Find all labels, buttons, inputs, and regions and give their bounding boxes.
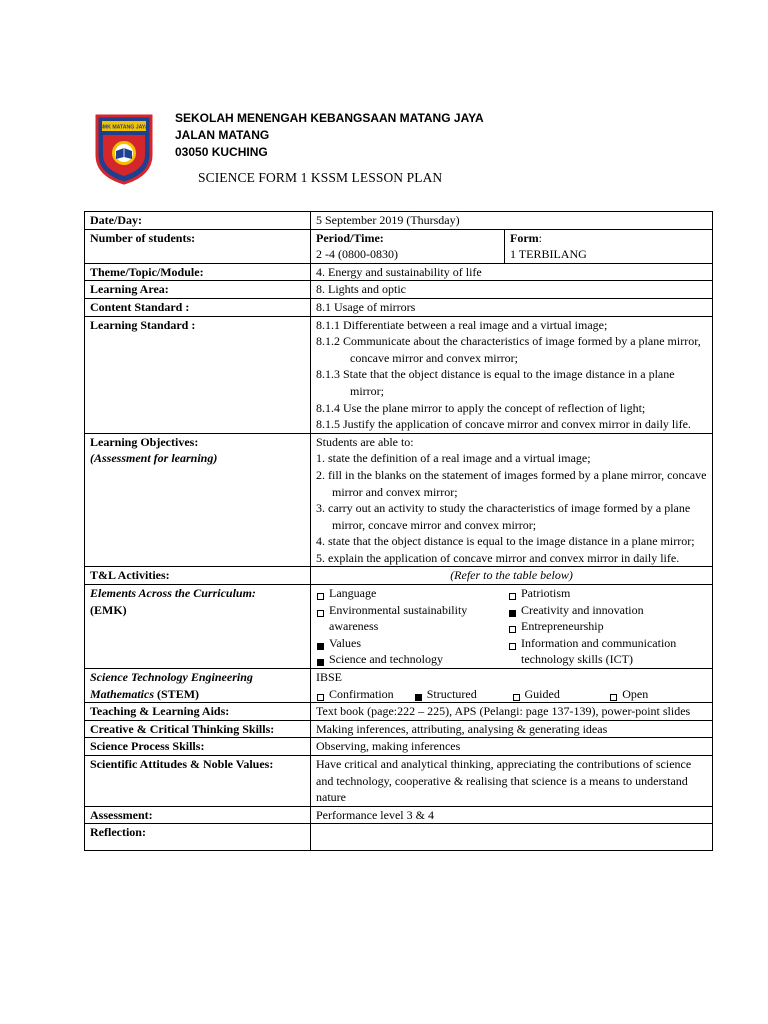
aids-label: Teaching & Learning Aids:	[85, 703, 311, 721]
objectives-list	[311, 433, 713, 567]
cct-label: Creative & Critical Thinking Skills:	[85, 720, 311, 738]
objective-item: 2. fill in the blanks on the statement of images formed by a plane mirror, concave mirror and convex mirror;	[316, 467, 707, 499]
stem-option[interactable]	[316, 686, 414, 703]
content-standard-value: 8.1 Usage of mirrors	[311, 298, 713, 316]
objective-item: 5. explain the application of concave mirror and convex mirror in daily life.	[316, 550, 680, 565]
emk-label-italic: Elements Across the Curriculum:	[90, 586, 256, 601]
reflection-value[interactable]	[311, 824, 713, 851]
emk-option[interactable]	[508, 602, 707, 619]
checkbox-icon[interactable]	[317, 610, 324, 617]
assessment-label: Assessment:	[85, 806, 311, 824]
school-postcode-city: 03050 KUCHING	[175, 145, 268, 159]
row-assessment	[85, 806, 713, 824]
emk-option[interactable]	[508, 618, 707, 635]
row-tl-activities	[85, 567, 713, 585]
stem-label-plain: (STEM)	[157, 686, 200, 701]
emk-left-column	[316, 585, 500, 668]
emk-option-label: Creativity and innovation	[521, 602, 644, 617]
objectives-label: Learning Objectives:	[90, 434, 199, 449]
stem-option-label: Structured	[426, 686, 477, 701]
standard-item: 8.1.3 State that the object distance is equal to the image distance in a plane mirror;	[316, 367, 675, 398]
row-sps	[85, 738, 713, 756]
row-values	[85, 756, 713, 807]
aids-value: Text book (page:222 – 225), APS (Pelangi: page 137-139), power-point slides	[311, 703, 713, 721]
standard-item: 8.1.4 Use the plane mirror to apply the concept of reflection of light;	[316, 400, 646, 415]
checkbox-icon[interactable]	[509, 626, 516, 633]
objectives-label-cell	[85, 433, 311, 567]
checkbox-icon[interactable]	[509, 593, 516, 600]
emk-option-label: Entrepreneurship	[521, 619, 604, 634]
checkbox-checked-icon[interactable]	[317, 659, 324, 666]
school-crest-logo	[94, 113, 154, 185]
area-value: 8. Lights and optic	[311, 281, 713, 299]
tl-label: T&L Activities:	[85, 567, 311, 585]
checkbox-icon[interactable]	[509, 643, 516, 650]
checkbox-icon[interactable]	[317, 593, 324, 600]
stem-label-italic: Science Technology Engineering Mathematics	[90, 670, 253, 701]
reflection-label: Reflection:	[85, 824, 311, 851]
date-value: 5 September 2019 (Thursday)	[311, 212, 713, 230]
stem-heading: IBSE	[316, 670, 343, 685]
content-standard-label: Content Standard :	[85, 298, 311, 316]
emk-option[interactable]	[316, 602, 500, 635]
objective-item: 3. carry out an activity to study the characteristics of image formed by a plane mirror, concave mirror and convex mirror;	[316, 501, 691, 532]
stem-label-cell	[85, 669, 311, 703]
emk-label-cell	[85, 585, 311, 669]
row-aids	[85, 703, 713, 721]
emk-option-label: Language	[329, 586, 377, 601]
emk-option-label: Values	[329, 635, 361, 650]
standard-item: 8.1.5 Justify the application of concave mirror and convex mirror in daily life.	[316, 417, 691, 432]
stem-option-label: Guided	[524, 686, 560, 701]
tl-value: (Refer to the table below)	[311, 567, 713, 585]
row-date	[85, 212, 713, 230]
stem-options-cell	[311, 669, 713, 703]
school-address	[175, 110, 484, 161]
learning-standard-label: Learning Standard :	[85, 316, 311, 433]
emk-checklist	[311, 585, 713, 669]
assessment-value: Performance level 3 & 4	[311, 806, 713, 824]
emk-option[interactable]	[316, 585, 500, 602]
school-street: JALAN MATANG	[175, 128, 270, 142]
lesson-plan-table	[84, 211, 713, 851]
date-label: Date/Day:	[85, 212, 311, 230]
emk-option-label: Science and technology	[329, 652, 443, 667]
emk-label-plain: (EMK)	[90, 602, 127, 617]
row-emk	[85, 585, 713, 669]
emk-option[interactable]	[508, 635, 707, 668]
emk-option[interactable]	[316, 635, 500, 652]
form-value: 1 TERBILANG	[510, 247, 587, 262]
standard-item: 8.1.2 Communicate about the characteristics of image formed by a plane mirror, concave mirror and convex mirror;	[316, 334, 701, 365]
svg-text:SMK MATANG JAYA: SMK MATANG JAYA	[99, 124, 149, 131]
checkbox-icon[interactable]	[513, 694, 520, 701]
emk-option[interactable]	[316, 651, 500, 668]
objective-item: 1. state the definition of a real image and a virtual image;	[316, 451, 591, 466]
period-value: 2 -4 (0800-0830)	[316, 247, 398, 262]
checkbox-checked-icon[interactable]	[509, 610, 516, 617]
document-title: SCIENCE FORM 1 KSSM LESSON PLAN	[198, 170, 443, 185]
theme-label: Theme/Topic/Module:	[85, 263, 311, 281]
theme-value: 4. Energy and sustainability of life	[311, 263, 713, 281]
emk-option-label: Information and communication technology skills (ICT)	[521, 635, 677, 667]
students-label: Number of students:	[85, 229, 311, 263]
period-cell	[311, 229, 505, 263]
stem-option[interactable]	[512, 686, 610, 703]
area-label: Learning Area:	[85, 281, 311, 299]
values-label: Scientific Attitudes & Noble Values:	[85, 756, 311, 807]
standard-item: 8.1.1 Differentiate between a real image and a virtual image;	[316, 317, 608, 332]
values-value: Have critical and analytical thinking, appreciating the contributions of science and technology, cooperative & realising that science is a means to understand nature	[311, 756, 713, 807]
row-reflection	[85, 824, 713, 851]
checkbox-checked-icon[interactable]	[317, 643, 324, 650]
row-students-period	[85, 229, 713, 263]
row-learning-standard	[85, 316, 713, 433]
sps-label: Science Process Skills:	[85, 738, 311, 756]
row-stem	[85, 669, 713, 703]
checkbox-icon[interactable]	[610, 694, 617, 701]
objectives-sublabel: (Assessment for learning)	[90, 451, 218, 466]
objectives-intro: Students are able to:	[316, 434, 414, 449]
emk-option[interactable]	[508, 585, 707, 602]
stem-option[interactable]	[414, 686, 512, 703]
stem-option[interactable]	[609, 686, 707, 703]
emk-right-column	[508, 585, 707, 668]
form-label: Form	[510, 230, 539, 245]
stem-option-label: Open	[622, 686, 649, 701]
row-cct	[85, 720, 713, 738]
row-objectives	[85, 433, 713, 567]
cct-value: Making inferences, attributing, analysing & generating ideas	[311, 720, 713, 738]
objective-item: 4. state that the object distance is equal to the image distance in a plane mirror;	[316, 534, 695, 549]
checkbox-icon[interactable]	[317, 694, 324, 701]
row-area	[85, 281, 713, 299]
row-theme	[85, 263, 713, 281]
learning-standard-list	[311, 316, 713, 433]
checkbox-checked-icon[interactable]	[415, 694, 422, 701]
period-label: Period/Time:	[316, 230, 384, 245]
form-cell: Form: 1 TERBILANG	[505, 229, 713, 263]
stem-option-label: Confirmation	[329, 686, 394, 701]
row-content-standard	[85, 298, 713, 316]
sps-value: Observing, making inferences	[311, 738, 713, 756]
emk-option-label: Environmental sustainability awareness	[329, 602, 468, 634]
emk-option-label: Patriotism	[521, 586, 571, 601]
school-name: SEKOLAH MENENGAH KEBANGSAAN MATANG JAYA	[175, 111, 484, 125]
